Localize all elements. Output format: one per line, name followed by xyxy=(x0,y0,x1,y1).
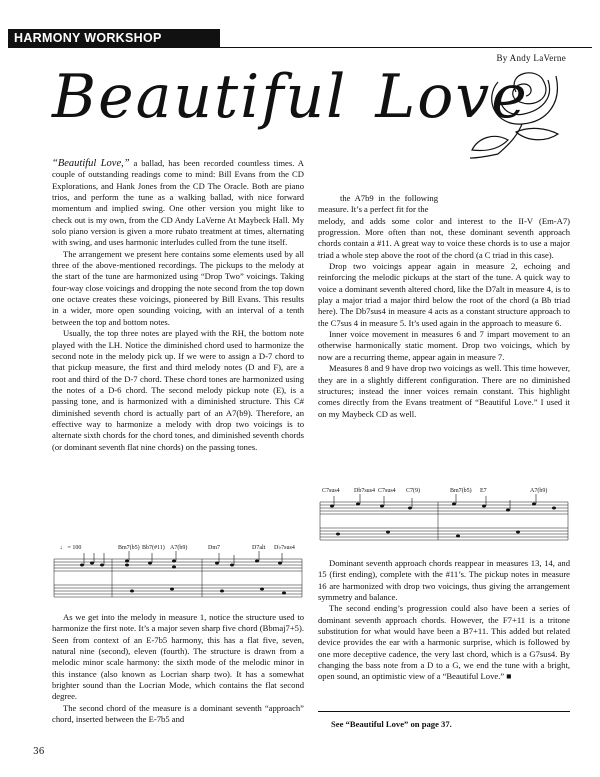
paragraph: Measures 8 and 9 have drop two voicings as well. This time however, they are in a slightly different configuration. There are no diminished structures; instead the inner voices remain constant. This highlight comes directly from the Evans treatment of “Beautiful Love.” I used it on my Maybeck CD as well. xyxy=(318,363,570,419)
column-2-continued xyxy=(318,558,570,683)
paragraph: the A7b9 in the following measure. It’s a perfect fit for the xyxy=(318,193,438,215)
column-1 xyxy=(52,158,304,453)
paragraph: Dominant seventh approach chords reappear in measures 13, 14, and 15 (first ending), complete with the #11’s. The pickup notes in measure 16 are harmonized with drop two voicings, thus giving the arrangement symmetry and balance. xyxy=(318,558,570,603)
chord-symbol: Dm7 xyxy=(208,545,220,551)
music-excerpt-1 xyxy=(52,541,304,607)
chord-symbol: A7(b9) xyxy=(530,488,548,494)
paragraph: “Beautiful Love,” a ballad, has been recorded countless times. A couple of outstanding readings come to mind: Bill Evans from the CD Explorations, and Hank Jones from the CD The Oracle. Both are piano trios, and perform the tune as a walking ballad, with nice forward momentum and implied swing. One other version you might like to check out is my own, from the CD Andy LaVerne At Maybeck Hall. My solo piano version is given a more rubato treatment at times, alternating with swing, and uses harmonic interludes culled from the tune itself. xyxy=(52,158,304,248)
paragraph: The second chord of the measure is a dominant seventh “approach” chord, inserted between the E-7b5 and xyxy=(52,702,304,725)
title-word-1: Beautiful xyxy=(52,62,348,132)
chord-symbol: C7(9) xyxy=(406,488,420,494)
chord-symbol: D♭7sus4 xyxy=(274,545,295,551)
header-rule xyxy=(220,47,592,48)
footer-rule xyxy=(318,711,570,712)
chord-symbol: E7 xyxy=(480,488,487,494)
lead-in: “Beautiful Love,” xyxy=(52,158,130,169)
chord-symbol: C7sus4 xyxy=(378,488,396,494)
chord-symbol: Bm7(b5) xyxy=(118,545,140,551)
page-number: 36 xyxy=(33,747,45,757)
byline: By Andy LaVerne xyxy=(496,53,566,63)
chord-symbol: Db7sus4 xyxy=(354,488,376,494)
chord-symbol: A7(b9) xyxy=(170,545,188,551)
tempo-mark: ♩ = 100 xyxy=(60,545,82,551)
music-excerpt-2 xyxy=(318,484,570,550)
see-page-link: See “Beautiful Love” on page 37. xyxy=(331,719,452,729)
paragraph: As we get into the melody in measure 1, notice the structure used to harmonize the first note. It’s a major seven sharp five chord (Bbmaj7+5). Seen from context of an E-7b5 harmony, this has a flat five, seven, natural nine (second), eleven (fourth). The structure is drawn from a melodic minor scale harmony: the sixth mode of the melodic minor in this instance (also known as Locrian sharp two). It has a somewhat brighter sound than the Locrian Mode, which contains the flat second degree. xyxy=(52,612,304,702)
paragraph: The arrangement we present here contains some elements used by all three of the above-mentioned recordings. The pickups to the melody at the start of the tune are harmonized using “Drop Two” voicings. Taking four-way close voicings and dropping the note second from the top down one octave creates these voicings, pioneered by Bill Evans. This results in a wider, more open sounding voicing, with an interval of a tenth between the top and bottom notes. xyxy=(52,248,304,327)
paragraph: Inner voice movement in measures 6 and 7 impart movement to an otherwise harmonically static moment. Drop two voicings, which by now are a recurring theme, appear again in measure 7. xyxy=(318,329,570,362)
paragraph: The second ending’s progression could also have been a series of dominant seventh approach chords. However, the F7+11 is a tritone substitution for what would have been a B7+11. This added but related device provides the ear with a harmonic surprise, which is followed by one more deceptive cadence, the very last chord, which is a G7sus4. By changing the bass note from a D to a G, we end the tune with a bright, open sound, an optimistic view of a “Beautiful Love.” ■ xyxy=(318,603,570,682)
chord-symbol: C7sus4 xyxy=(322,488,340,494)
paragraph: melody, and adds some color and interest to the II-V (Em-A7) progression. More often than not, these dominant seventh approach chords contain a #11. A great way to voice these chords is to use a major triad a whole step above the root of the chord (a C triad in this case). xyxy=(318,215,570,260)
column-2 xyxy=(318,193,570,420)
section-header: HARMONY WORKSHOP xyxy=(8,29,220,48)
chord-symbol: Bb7(#11) xyxy=(142,545,165,551)
chord-symbol: Bm7(b5) xyxy=(450,488,472,494)
rose-icon xyxy=(458,62,576,162)
title-word-2: Love xyxy=(375,62,529,132)
paragraph: Drop two voicings appear again in measure 2, echoing and reinforcing the melodic pickups at the start of the tune. A quick way to voice a dominant seventh altered chord, like the D7alt in measure 4, is to play a major triad a major third below the root of the chord (a Bb triad here). The Db7sus4 in measure 4 acts as a constant structure approach to the C7sus 4 in measure 5. It’s used again in the approach to measure 6. xyxy=(318,261,570,328)
column-1-continued xyxy=(52,612,304,725)
paragraph: Usually, the top three notes are played with the RH, the bottom note played with the LH. Notice the diminished chord used to harmonize the second note in the melody pick up. If we were to assign a D-7 chord to that pickup measure, the first and third melody notes (D and F), are a root and third of the D-7 chord. These chord tones are harmonized using the notes of a D-6 chord. The second melody pickup note (E), is a passing tone, and is harmonized with a diminished structure. This C# diminished seventh chord is actually part of an A7(b9). Therefore, an effective way to harmonize a melody with drop two voicings is to alternate sixth chords for the chord tones, and diminished seventh chords (or dominant seventh flat nine chords) on the passing tones. xyxy=(52,328,304,452)
chord-symbol: D7alt xyxy=(252,545,266,551)
